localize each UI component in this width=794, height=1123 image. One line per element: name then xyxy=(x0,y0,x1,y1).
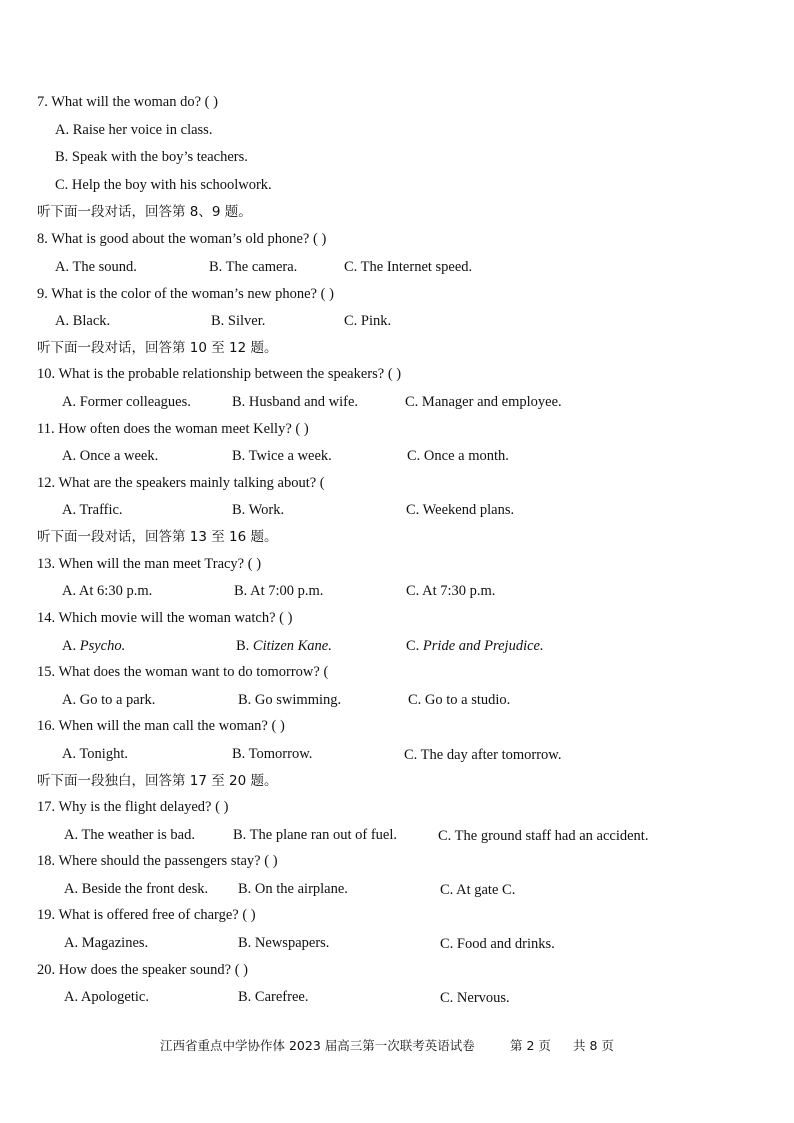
question-20-option-c: C. Nervous. xyxy=(440,990,510,1006)
question-12-stem: 12. What are the speakers mainly talking about? ( xyxy=(37,475,325,491)
question-15-option-b: B. Go swimming. xyxy=(238,692,342,708)
question-11-stem: 11. How often does the woman meet Kelly? ( ) xyxy=(37,421,309,437)
question-8-option-a: A. The sound. xyxy=(55,259,137,275)
question-11-option-b: B. Twice a week. xyxy=(232,448,332,464)
question-7-option-c: C. Help the boy with his schoolwork. xyxy=(55,177,272,193)
section-instruction-17-20: 听下面一段独白，回答第 17 至 20 题。 xyxy=(37,773,278,789)
question-16-option-a: A. Tonight. xyxy=(62,746,128,762)
question-13-option-b: B. At 7:00 p.m. xyxy=(234,583,324,599)
question-9-stem: 9. What is the color of the woman’s new phone? ( ) xyxy=(37,286,334,302)
question-9-option-c: C. Pink. xyxy=(344,313,392,329)
question-13-option-c: C. At 7:30 p.m. xyxy=(406,583,496,599)
question-10-option-c: C. Manager and employee. xyxy=(405,394,562,410)
question-10-option-b: B. Husband and wife. xyxy=(232,394,359,410)
question-15-option-c: C. Go to a studio. xyxy=(408,692,511,708)
question-8-stem: 8. What is good about the woman’s old phone? ( ) xyxy=(37,231,327,247)
footer-total-pages: 共 8 页 xyxy=(573,1038,614,1053)
question-11-option-a: A. Once a week. xyxy=(62,448,159,464)
question-10-option-a: A. Former colleagues. xyxy=(62,394,191,410)
question-11-option-c: C. Once a month. xyxy=(407,448,509,464)
question-7-stem: 7. What will the woman do? ( ) xyxy=(37,94,218,110)
question-18-option-a: A. Beside the front desk. xyxy=(64,881,209,897)
question-18-option-c: C. At gate C. xyxy=(440,882,516,898)
question-13-option-a: A. At 6:30 p.m. xyxy=(62,583,153,599)
question-20-stem: 20. How does the speaker sound? ( ) xyxy=(37,962,249,978)
question-17-option-b: B. The plane ran out of fuel. xyxy=(233,827,398,843)
question-17-option-c: C. The ground staff had an accident. xyxy=(438,828,649,844)
section-instruction-8-9: 听下面一段对话，回答第 8、9 题。 xyxy=(37,204,252,220)
question-16-option-c: C. The day after tomorrow. xyxy=(404,747,562,763)
question-14-option-c: C. Pride and Prejudice. xyxy=(406,638,544,654)
question-20-option-a: A. Apologetic. xyxy=(64,989,149,1005)
question-14-option-a: A. Psycho. xyxy=(62,638,126,654)
question-19-option-c: C. Food and drinks. xyxy=(440,936,555,952)
question-9-option-b: B. Silver. xyxy=(211,313,266,329)
question-8-option-b: B. The camera. xyxy=(209,259,298,275)
question-12-option-c: C. Weekend plans. xyxy=(406,502,515,518)
question-18-option-b: B. On the airplane. xyxy=(238,881,348,897)
question-17-option-a: A. The weather is bad. xyxy=(64,827,195,843)
question-7-option-a: A. Raise her voice in class. xyxy=(55,122,213,138)
question-7-option-b: B. Speak with the boy’s teachers. xyxy=(55,149,248,165)
footer-exam-title: 江西省重点中学协作体 2023 届高三第一次联考英语试卷 xyxy=(160,1038,475,1053)
footer-page-number: 第 2 页 xyxy=(510,1038,551,1053)
question-16-stem: 16. When will the man call the woman? ( ) xyxy=(37,718,285,734)
question-8-option-c: C. The Internet speed. xyxy=(344,259,473,275)
question-10-stem: 10. What is the probable relationship between the speakers? ( ) xyxy=(37,366,402,382)
question-17-stem: 17. Why is the flight delayed? ( ) xyxy=(37,799,229,815)
question-16-option-b: B. Tomorrow. xyxy=(232,746,313,762)
section-instruction-13-16: 听下面一段对话，回答第 13 至 16 题。 xyxy=(37,529,278,545)
question-9-option-a: A. Black. xyxy=(55,313,111,329)
question-13-stem: 13. When will the man meet Tracy? ( ) xyxy=(37,556,262,572)
question-19-option-b: B. Newspapers. xyxy=(238,935,330,951)
section-instruction-10-12: 听下面一段对话，回答第 10 至 12 题。 xyxy=(37,340,278,356)
question-15-option-a: A. Go to a park. xyxy=(62,692,156,708)
question-12-option-b: B. Work. xyxy=(232,502,285,518)
question-19-option-a: A. Magazines. xyxy=(64,935,149,951)
question-15-stem: 15. What does the woman want to do tomorrow? ( xyxy=(37,664,329,680)
question-19-stem: 19. What is offered free of charge? ( ) xyxy=(37,907,256,923)
question-14-stem: 14. Which movie will the woman watch? ( ) xyxy=(37,610,293,626)
question-12-option-a: A. Traffic. xyxy=(62,502,123,518)
question-14-option-b: B. Citizen Kane. xyxy=(236,638,332,654)
question-18-stem: 18. Where should the passengers stay? ( ) xyxy=(37,853,278,869)
question-20-option-b: B. Carefree. xyxy=(238,989,309,1005)
